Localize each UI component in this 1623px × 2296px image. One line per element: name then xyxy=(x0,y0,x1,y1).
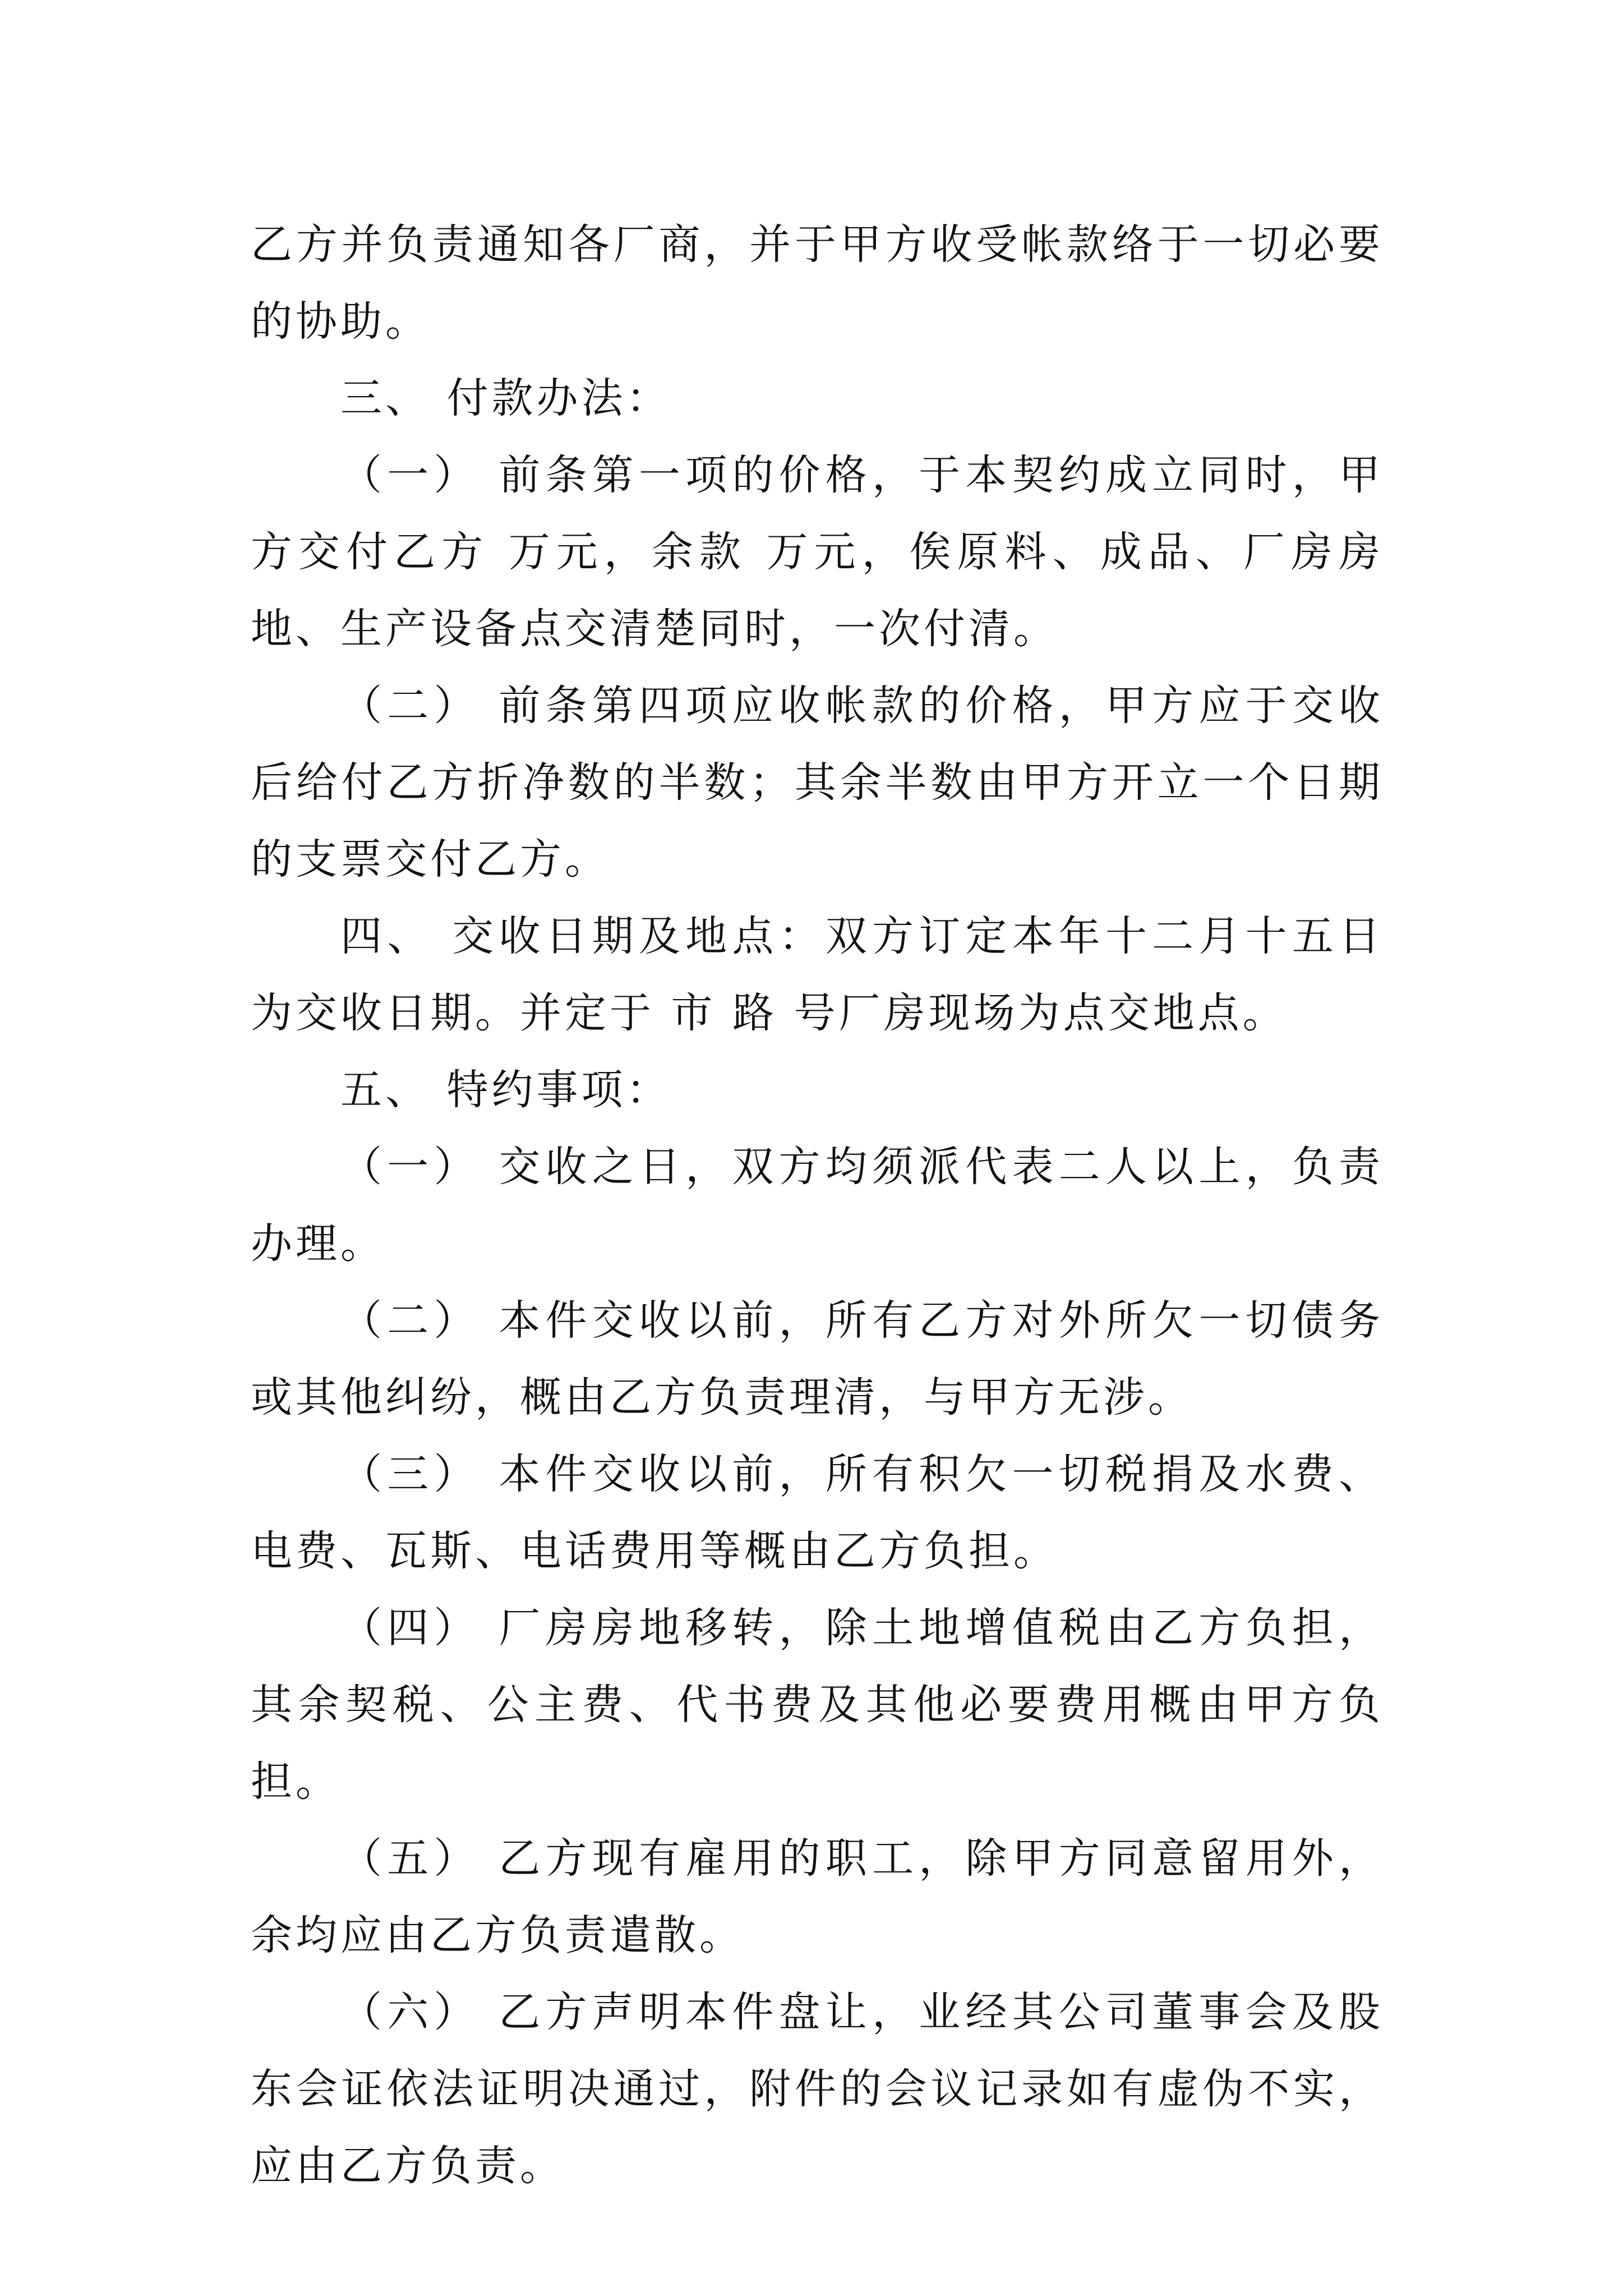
document-body xyxy=(251,206,1384,2205)
paragraph-special-3: （三） 本件交收以前，所有积欠一切税捐及水费、电费、瓦斯、电话费用等概由乙方负担。 xyxy=(251,1450,1384,1575)
paragraph-special-1: （一） 交收之日，双方均须派代表二人以上，负责办理。 xyxy=(251,1143,1384,1268)
paragraph-special-6: （六） 乙方声明本件盘让，业经其公司董事会及股东会证依法证明决通过，附件的会议记录如有虚伪不实，应由乙方负责。 xyxy=(251,1988,1384,2190)
section-heading-special-terms: 五、 特约事项： xyxy=(340,1066,671,1114)
section-heading-payment: 三、 付款办法： xyxy=(340,374,671,422)
paragraph-continuation: 乙方并负责通知各厂商，并于甲方收受帐款络于一切必要的协助。 xyxy=(251,220,1384,346)
section-delivery-date-place: 四、 交收日期及地点：双方订定本年十二月十五日为交收日期。并定于 市 路 号厂房现场为点交地点。 xyxy=(251,912,1384,1037)
paragraph-payment-1: （一） 前条第一项的价格，于本契约成立同时，甲方交付乙方 万元，余款 万元，俟原料、成品、厂房房地、生产设备点交清楚同时，一次付清。 xyxy=(251,451,1384,653)
paragraph-special-4: （四） 厂房房地移转，除土地增值税由乙方负担，其余契税、公主费、代书费及其他必要费用概由甲方负担。 xyxy=(251,1604,1384,1806)
paragraph-payment-2: （二） 前条第四项应收帐款的价格，甲方应于交收后给付乙方折净数的半数；其余半数由甲方开立一个日期的支票交付乙方。 xyxy=(251,682,1384,884)
paragraph-special-2: （二） 本件交收以前，所有乙方对外所欠一切债务或其他纠纷，概由乙方负责理清，与甲方无涉。 xyxy=(251,1296,1384,1421)
paragraph-special-5: （五） 乙方现有雇用的职工，除甲方同意留用外，余均应由乙方负责遣散。 xyxy=(251,1834,1384,1959)
